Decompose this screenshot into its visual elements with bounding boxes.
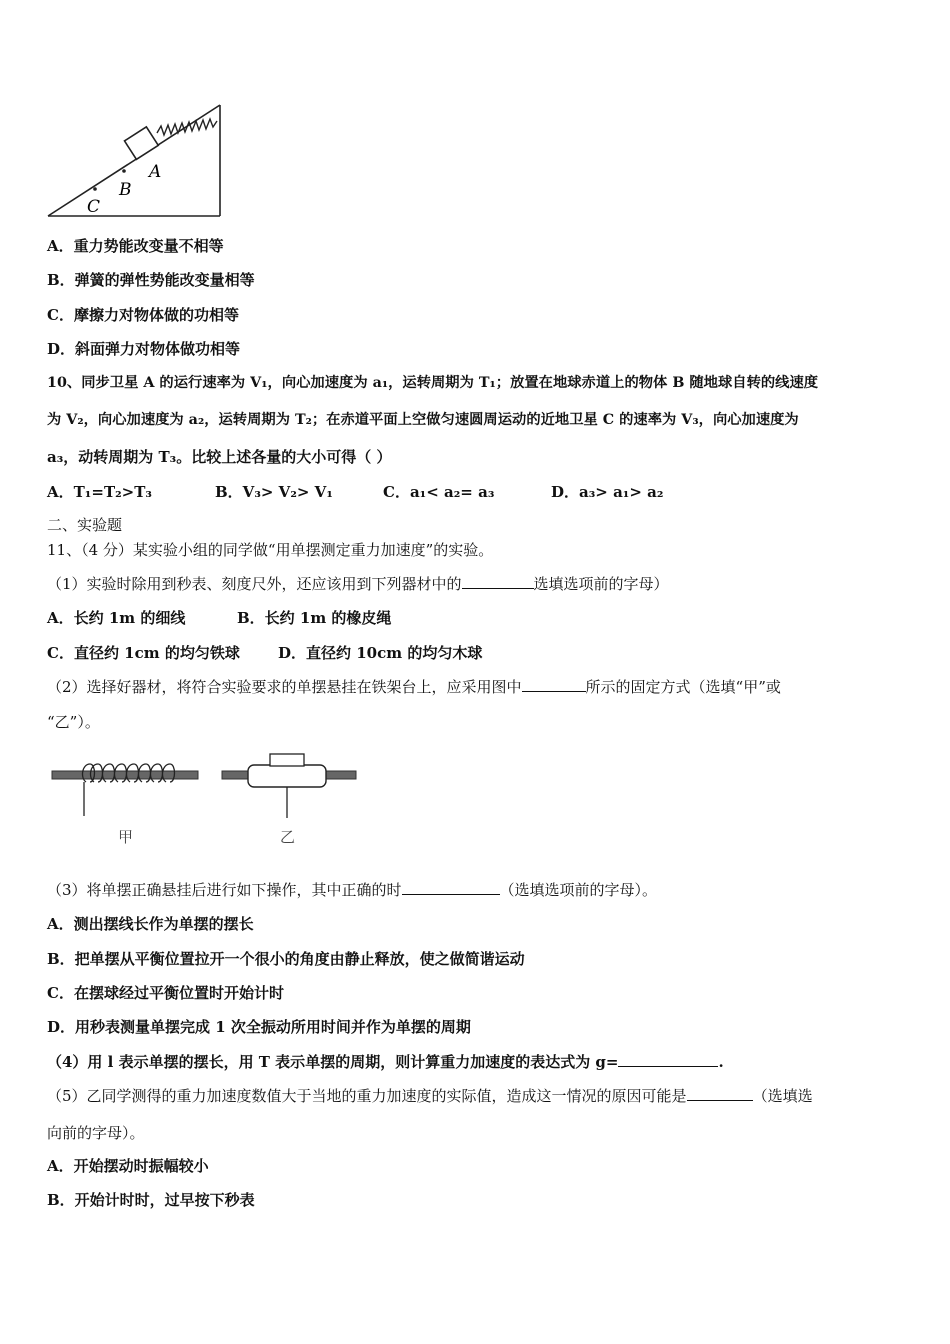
q11-part5-option-a: A．开始摆动时振幅较小 <box>47 1157 209 1175</box>
block <box>125 127 159 160</box>
q11-part5-blank[interactable] <box>687 1086 753 1101</box>
q11-part5-text-end: （选填选 <box>752 1087 813 1105</box>
q11-part4-blank[interactable] <box>618 1052 718 1067</box>
q9-option-b: B．弹簧的弹性势能改变量相等 <box>47 271 255 289</box>
spring <box>157 119 217 135</box>
q11-part2-text: （2）选择好器材，将符合实验要求的单摆悬挂在铁架台上，应采用图中 <box>47 678 522 696</box>
q11-part4 <box>47 1052 724 1072</box>
q9-option-c: C．摩擦力对物体做的功相等 <box>47 306 239 324</box>
q11-part3-blank[interactable] <box>402 880 500 895</box>
q11-part2-line2: “乙”）。 <box>47 713 100 731</box>
mount-jia <box>52 764 198 846</box>
q11-part1-text: （1）实验时除用到秒表、刻度尺外，还应该用到下列器材中的 <box>47 575 462 593</box>
q11-part5-text: （5）乙同学测得的重力加速度数值大于当地的重力加速度的实际值，造成这一情况的原因可能是 <box>47 1087 687 1105</box>
q11-part3-option-d: D．用秒表测量单摆完成 1 次全振动所用时间并作为单摆的周期 <box>47 1018 471 1036</box>
q11-part4-text: （4）用 l 表示单摆的摆长，用 T 表示单摆的周期，则计算重力加速度的表达式为 g= <box>47 1053 619 1071</box>
q10-stem-line3: a₃，动转周期为 T₃。比较上述各量的大小可得（ ） <box>47 448 392 466</box>
mount-yi <box>222 754 356 846</box>
q11-part1-options-row2 <box>47 643 482 663</box>
q10-option-b: B．V₃> V₂> V₁ <box>215 483 333 501</box>
q11-part1-option-a: A．长约 1m 的细线 <box>47 609 186 627</box>
q10-stem-line2: 为 V₂，向心加速度为 a₂，运转周期为 T₂；在赤道平面上空做匀速圆周运动的近地卫星 C 的速率为 V₃，向心加速度为 <box>47 412 799 428</box>
q11-part5 <box>47 1086 813 1106</box>
q11-part1-option-d: D．直径约 10cm 的均匀木球 <box>278 644 483 662</box>
q11-part1 <box>47 574 669 594</box>
q11-intro: 11、（4 分）某实验小组的同学做“用单摆测定重力加速度”的实验。 <box>47 541 494 559</box>
q11-part3-option-a: A．测出摆线长作为单摆的摆长 <box>47 915 254 933</box>
q11-part1-option-b: B．长约 1m 的橡皮绳 <box>237 609 392 627</box>
q11-part3-option-c: C．在摆球经过平衡位置时开始计时 <box>47 984 284 1002</box>
q9-option-d: D．斜面弹力对物体做功相等 <box>47 340 241 358</box>
q11-part5-option-b: B．开始计时时，过早按下秒表 <box>47 1191 255 1209</box>
q11-part3-text: （3）将单摆正确悬挂后进行如下操作，其中正确的时 <box>47 881 402 899</box>
section-title: 二、实验题 <box>47 516 123 534</box>
incline-triangle <box>48 105 220 216</box>
q11-part1-text-end: 选填选项前的字母） <box>533 575 669 593</box>
q11-part1-option-c: C．直径约 1cm 的均匀铁球 <box>47 644 240 662</box>
label-b: B <box>119 180 132 200</box>
q9-option-a: A．重力势能改变量不相等 <box>47 237 224 255</box>
q10-option-a: A．T₁=T₂>T₃ <box>47 483 152 501</box>
q11-part5-line2: 向前的字母）。 <box>47 1124 145 1142</box>
q11-part2-blank[interactable] <box>522 677 586 692</box>
label-yi: 乙 <box>280 828 296 846</box>
q11-part3 <box>47 880 657 900</box>
q11-part2-text-end: 所示的固定方式（选填“甲”或 <box>585 678 781 696</box>
q11-part1-blank[interactable] <box>462 574 534 589</box>
q11-part3-option-b: B．把单摆从平衡位置拉开一个很小的角度由静止释放，使之做简谐运动 <box>47 950 525 968</box>
q10-option-c: C．a₁< a₂= a₃ <box>383 483 495 501</box>
q11-part4-text-end: . <box>718 1053 724 1071</box>
q11-part2 <box>47 677 781 697</box>
label-jia: 甲 <box>118 828 134 846</box>
q11-part3-text-end: （选填选项前的字母）。 <box>499 881 658 899</box>
incline-figure <box>45 95 230 220</box>
q11-part1-options-row1 <box>47 608 391 628</box>
q10-option-d: D．a₃> a₁> a₂ <box>551 483 664 501</box>
label-a: A <box>149 162 162 182</box>
q10-options <box>47 482 719 502</box>
q10-stem-line1: 10、同步卫星 A 的运行速率为 V₁，向心加速度为 a₁，运转周期为 T₁；放置在地球赤道上的物体 B 随地球自转的线速度 <box>47 375 819 391</box>
label-c: C <box>87 197 101 217</box>
pendulum-mount-figure <box>48 752 368 852</box>
